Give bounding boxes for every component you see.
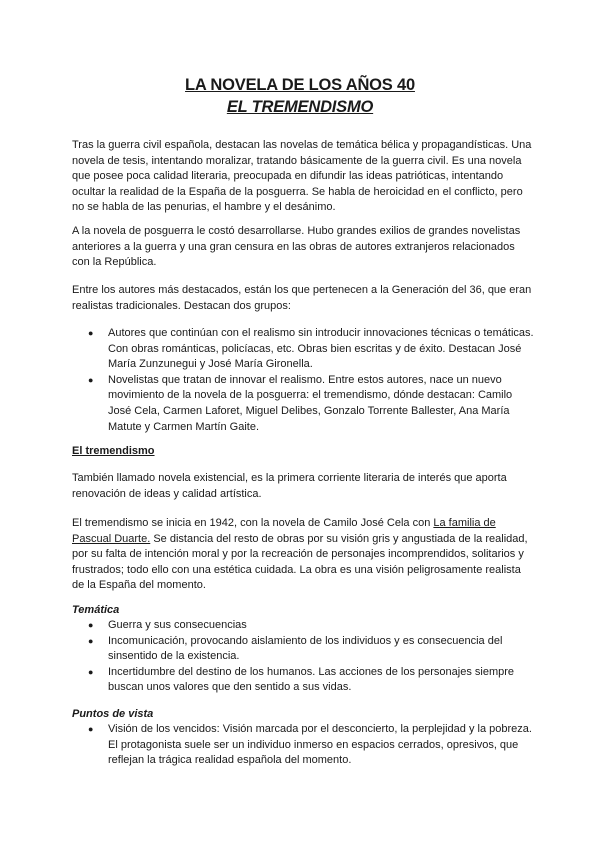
list-item-text: Novelistas que tratan de innovar el realismo. Entre estos autores, nace un nuevo movimiento de la novela de la posguerra: el tremendismo, dónde destacan: Camilo José Cela, Carmen Laforet, Miguel Delibes, Gonzalo Torrente Ballester, Ana María Matute y Carmen Martín Gaite. — [108, 373, 513, 433]
paragraph-intro: Tras la guerra civil española, destacan las novelas de temática bélica y propagandísticas. Una novela de tesis, intentando moralizar, tratando básicamente de la guerra civil. Es una novela que posee poca calidad literaria, preocupada en difundir las ideas patrióticas, intentando ocultar la realidad de la España de la posguerra. Se habla de heroicidad en el conflicto, pero no se habla de las penurias, el hambre y el desánimo. — [72, 139, 532, 214]
list-item — [72, 618, 534, 634]
bullet-icon: ● — [88, 724, 94, 734]
list-item-text: Guerra y sus consecuencias — [108, 619, 247, 631]
bullet-icon: ● — [88, 635, 94, 646]
section-heading-puntos: Puntos de vista — [72, 708, 154, 720]
list-item — [72, 665, 534, 696]
list-item-text: Incertidumbre del destino de los humanos. Las acciones de los personajes siempre buscan unos valores que den sentido a sus vidas. — [108, 665, 515, 694]
paragraph-inicio-rest: Se distancia del resto de obras por su visión gris y angustiada de la realidad, por su falta de intención moral y por la recreación de personajes incomprendidos, solitarios y frustrados; todo ello con una estética cuidada. La obra es una visión peligrosamente realista de la España del momento. — [72, 532, 528, 592]
list-item — [72, 373, 534, 435]
book-title-link[interactable]: La familia de Pascual Duarte. — [72, 517, 496, 545]
document-subtitle: EL TREMENDISMO — [226, 98, 374, 116]
paragraph-posguerra: A la novela de posguerra le costó desarrollarse. Hubo grandes exilios de grandes novelistas anteriores a la guerra y una gran censura en las obras de autores extranjeros relacionados con la República. — [72, 225, 521, 269]
paragraph-inicio-text: El tremendismo se inicia en 1942, con la novela de Camilo José Cela con — [72, 517, 434, 529]
paragraph-existencial: También llamado novela existencial, es la primera corriente literaria de interés que aporta renovación de ideas y calidad artística. — [72, 472, 507, 500]
list-item — [72, 326, 534, 373]
paragraph-inicio — [72, 516, 534, 594]
paragraph-autores: Entre los autores más destacados, están los que pertenecen a la Generación del 36, que eran realistas tradicionales. Destacan dos grupos: — [72, 284, 532, 312]
list-item-text: Autores que continúan con el realismo sin introducir innovaciones técnicas o temáticas. Con obras románticas, policíacas, etc. Obras bien escritas y de éxito. Destacan José María Zunzunegui y José María Gironella. — [108, 327, 534, 371]
tematica-list — [72, 618, 534, 696]
section-heading-tremendismo: El tremendismo — [72, 445, 155, 457]
bullet-icon: ● — [88, 666, 94, 677]
list-item-text: Incomunicación, provocando aislamiento de los individuos y es consecuencia del sinsentido de la existencia. — [108, 634, 503, 663]
list-item — [72, 634, 534, 665]
groups-list — [72, 326, 534, 435]
document-title: LA NOVELA DE LOS AÑOS 40 — [185, 76, 415, 94]
list-item-text: Visión de los vencidos: Visión marcada por el desconcierto, la perplejidad y la pobreza. El protagonista suele ser un individuo inmerso en espacios cerrados, opresivos, que reflejan la trágica realidad española del momento. — [108, 723, 532, 767]
bullet-icon: ● — [88, 328, 94, 338]
section-heading-tematica: Temática — [72, 604, 120, 616]
bullet-icon: ● — [88, 620, 94, 630]
list-item — [72, 722, 534, 769]
bullet-icon: ● — [88, 374, 94, 385]
puntos-list — [72, 722, 534, 769]
